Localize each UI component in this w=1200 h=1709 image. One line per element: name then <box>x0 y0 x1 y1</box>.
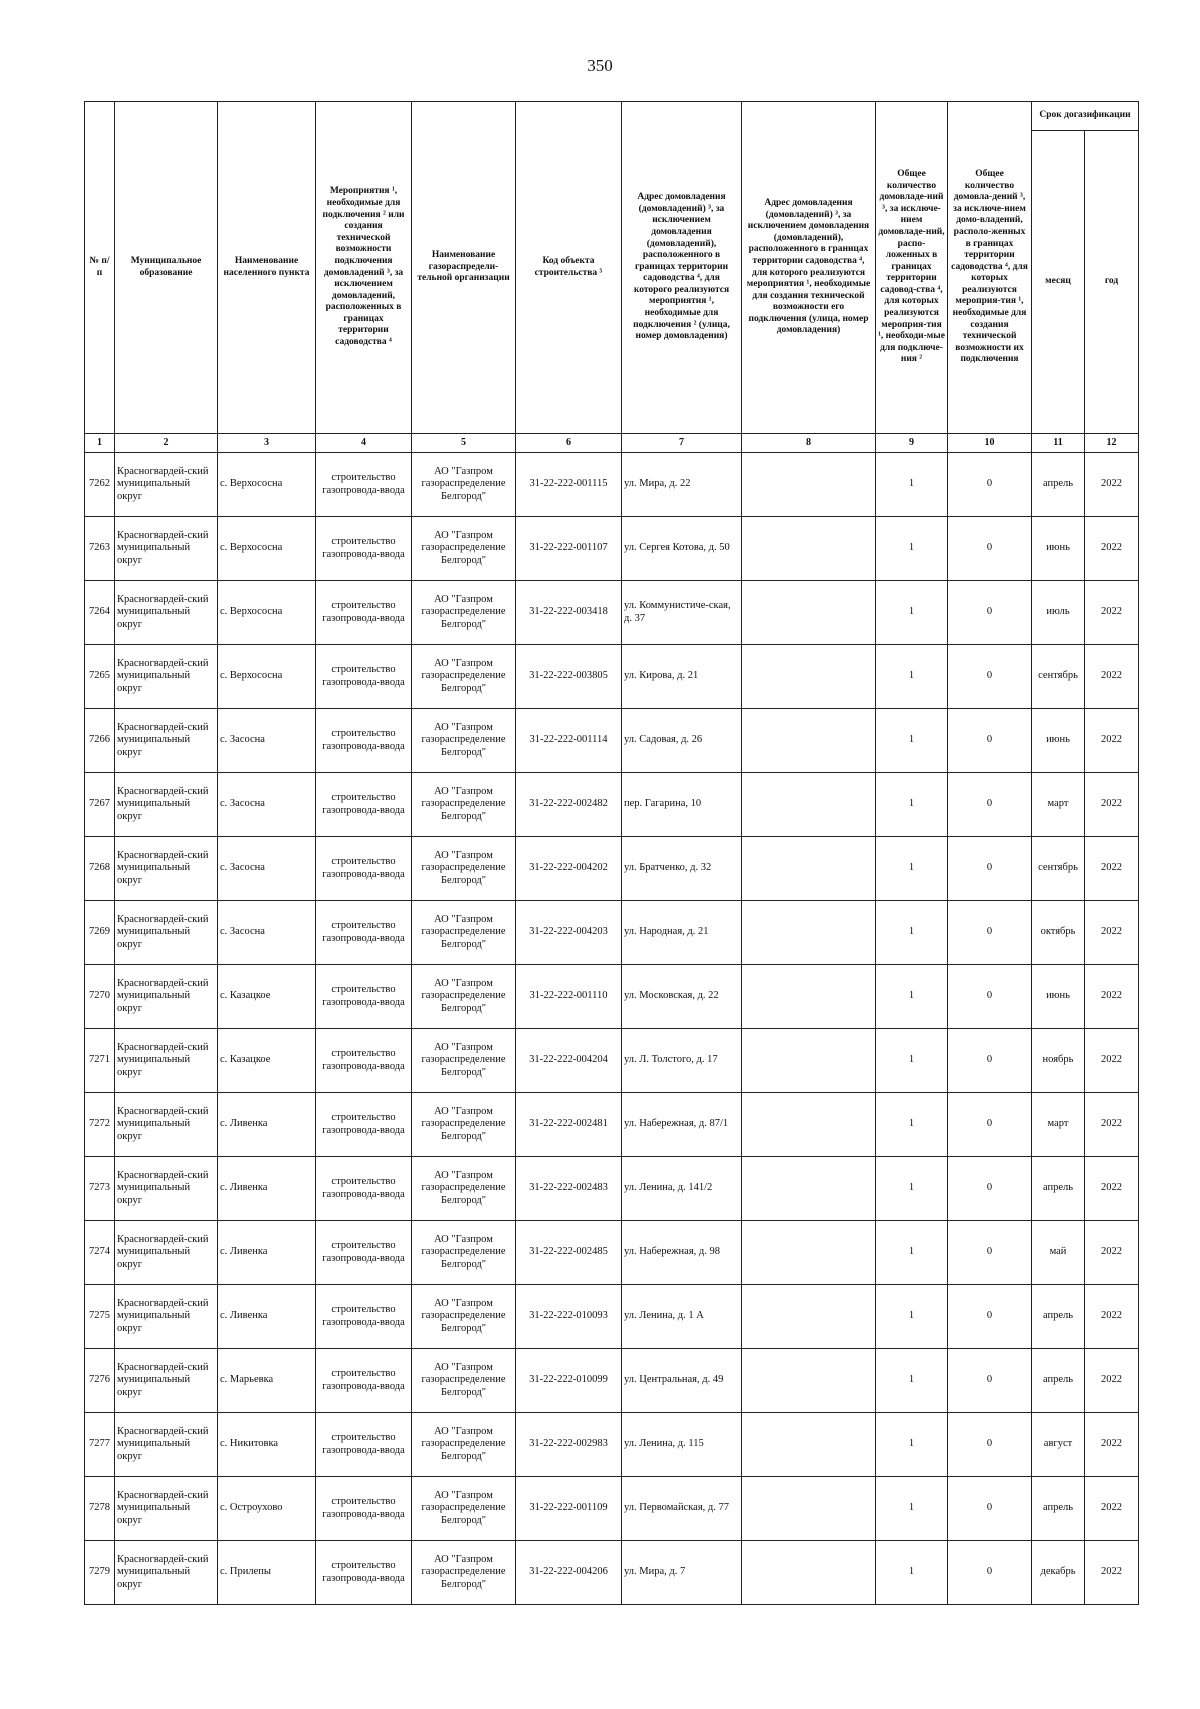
cell-capability-address <box>742 645 876 709</box>
cell-row-number: 7277 <box>85 1413 115 1477</box>
table-row <box>85 1541 1139 1605</box>
cell-connection-address: ул. Набережная, д. 98 <box>622 1221 742 1285</box>
cell-row-number: 7275 <box>85 1285 115 1349</box>
cell-term-year: 2022 <box>1085 645 1139 709</box>
cell-gas-org: АО "Газпром газораспределение Белгород" <box>412 709 516 773</box>
table-row <box>85 581 1139 645</box>
cell-households-capability: 0 <box>948 901 1032 965</box>
cell-gas-org: АО "Газпром газораспределение Белгород" <box>412 1285 516 1349</box>
table-row <box>85 1477 1139 1541</box>
cell-gas-org: АО "Газпром газораспределение Белгород" <box>412 1029 516 1093</box>
cell-row-number: 7271 <box>85 1029 115 1093</box>
cell-capability-address <box>742 1093 876 1157</box>
cell-term-month: октябрь <box>1032 901 1085 965</box>
cell-settlement: с. Казацкое <box>218 1029 316 1093</box>
cell-households-capability: 0 <box>948 645 1032 709</box>
cell-municipality: Красногвардей-ский муниципальный округ <box>115 1541 218 1605</box>
cell-settlement: с. Засосна <box>218 901 316 965</box>
cell-measure: строительство газопровода-ввода <box>316 1413 412 1477</box>
cell-row-number: 7273 <box>85 1157 115 1221</box>
column-number: 2 <box>115 434 218 453</box>
cell-capability-address <box>742 453 876 517</box>
cell-capability-address <box>742 1349 876 1413</box>
cell-settlement: с. Засосна <box>218 837 316 901</box>
cell-municipality: Красногвардей-ский муниципальный округ <box>115 965 218 1029</box>
header-col-10: Общее количество домовла-дений ³, за исключе-нием домо-владений, располо-женных в границах территории садоводства ⁴, для которых реализуются мероприя-тия ¹, необходимые для создания технической возможности их подключения <box>948 102 1032 434</box>
cell-households-connection: 1 <box>876 453 948 517</box>
cell-connection-address: ул. Народная, д. 21 <box>622 901 742 965</box>
cell-term-year: 2022 <box>1085 1157 1139 1221</box>
cell-capability-address <box>742 1029 876 1093</box>
cell-gas-org: АО "Газпром газораспределение Белгород" <box>412 1157 516 1221</box>
cell-row-number: 7279 <box>85 1541 115 1605</box>
cell-settlement: с. Ливенка <box>218 1093 316 1157</box>
cell-term-month: сентябрь <box>1032 645 1085 709</box>
cell-row-number: 7270 <box>85 965 115 1029</box>
cell-households-capability: 0 <box>948 453 1032 517</box>
cell-gas-org: АО "Газпром газораспределение Белгород" <box>412 1093 516 1157</box>
cell-object-code: 31-22-222-002482 <box>516 773 622 837</box>
cell-term-year: 2022 <box>1085 1349 1139 1413</box>
cell-term-month: апрель <box>1032 1157 1085 1221</box>
cell-object-code: 31-22-222-001110 <box>516 965 622 1029</box>
cell-municipality: Красногвардей-ский муниципальный округ <box>115 581 218 645</box>
column-number: 3 <box>218 434 316 453</box>
cell-households-capability: 0 <box>948 709 1032 773</box>
column-number: 5 <box>412 434 516 453</box>
cell-measure: строительство газопровода-ввода <box>316 1477 412 1541</box>
cell-households-connection: 1 <box>876 1477 948 1541</box>
cell-capability-address <box>742 965 876 1029</box>
cell-measure: строительство газопровода-ввода <box>316 453 412 517</box>
cell-connection-address: ул. Ленина, д. 115 <box>622 1413 742 1477</box>
table-row <box>85 709 1139 773</box>
cell-municipality: Красногвардей-ский муниципальный округ <box>115 517 218 581</box>
cell-term-year: 2022 <box>1085 1541 1139 1605</box>
cell-households-capability: 0 <box>948 837 1032 901</box>
cell-measure: строительство газопровода-ввода <box>316 1093 412 1157</box>
cell-households-capability: 0 <box>948 1029 1032 1093</box>
cell-object-code: 31-22-222-003805 <box>516 645 622 709</box>
cell-connection-address: ул. Набережная, д. 87/1 <box>622 1093 742 1157</box>
table-row <box>85 965 1139 1029</box>
cell-connection-address: пер. Гагарина, 10 <box>622 773 742 837</box>
cell-row-number: 7278 <box>85 1477 115 1541</box>
page-number: 350 <box>587 56 613 75</box>
cell-term-year: 2022 <box>1085 1093 1139 1157</box>
cell-households-capability: 0 <box>948 581 1032 645</box>
table-row <box>85 1029 1139 1093</box>
cell-term-month: апрель <box>1032 1477 1085 1541</box>
cell-capability-address <box>742 1477 876 1541</box>
cell-settlement: с. Верхососна <box>218 453 316 517</box>
cell-connection-address: ул. Мира, д. 7 <box>622 1541 742 1605</box>
cell-municipality: Красногвардей-ский муниципальный округ <box>115 1093 218 1157</box>
header-col-4: Мероприятия ¹, необходимые для подключения ² или создания технической возможности подключения домовладений ³, за исключением домовладений, расположенных в границах территории садоводства ⁴ <box>316 102 412 434</box>
cell-object-code: 31-22-222-001114 <box>516 709 622 773</box>
cell-municipality: Красногвардей-ский муниципальный округ <box>115 901 218 965</box>
cell-term-month: июнь <box>1032 965 1085 1029</box>
cell-object-code: 31-22-222-004204 <box>516 1029 622 1093</box>
cell-municipality: Красногвардей-ский муниципальный округ <box>115 1477 218 1541</box>
header-col-7: Адрес домовладения (домовладений) ³, за исключением домовладения (домовладений), расположенного в границах территории садоводства ⁴, для которого реализуются мероприятия ¹, необходимые для подключения ² (улица, номер домовладения) <box>622 102 742 434</box>
column-number: 7 <box>622 434 742 453</box>
cell-capability-address <box>742 1157 876 1221</box>
column-number: 11 <box>1032 434 1085 453</box>
cell-measure: строительство газопровода-ввода <box>316 1349 412 1413</box>
table-row <box>85 773 1139 837</box>
cell-row-number: 7272 <box>85 1093 115 1157</box>
cell-capability-address <box>742 773 876 837</box>
cell-households-connection: 1 <box>876 709 948 773</box>
cell-households-connection: 1 <box>876 1093 948 1157</box>
table-row <box>85 837 1139 901</box>
cell-row-number: 7274 <box>85 1221 115 1285</box>
cell-term-year: 2022 <box>1085 773 1139 837</box>
cell-municipality: Красногвардей-ский муниципальный округ <box>115 1157 218 1221</box>
table-row <box>85 645 1139 709</box>
column-number: 8 <box>742 434 876 453</box>
cell-settlement: с. Ливенка <box>218 1157 316 1221</box>
cell-gas-org: АО "Газпром газораспределение Белгород" <box>412 1541 516 1605</box>
cell-municipality: Красногвардей-ский муниципальный округ <box>115 709 218 773</box>
cell-term-month: сентябрь <box>1032 837 1085 901</box>
cell-households-connection: 1 <box>876 517 948 581</box>
cell-connection-address: ул. Центральная, д. 49 <box>622 1349 742 1413</box>
cell-measure: строительство газопровода-ввода <box>316 1029 412 1093</box>
cell-capability-address <box>742 709 876 773</box>
cell-object-code: 31-22-222-002485 <box>516 1221 622 1285</box>
cell-connection-address: ул. Кирова, д. 21 <box>622 645 742 709</box>
cell-settlement: с. Ливенка <box>218 1285 316 1349</box>
cell-measure: строительство газопровода-ввода <box>316 709 412 773</box>
cell-households-connection: 1 <box>876 1541 948 1605</box>
cell-gas-org: АО "Газпром газораспределение Белгород" <box>412 645 516 709</box>
cell-households-connection: 1 <box>876 1349 948 1413</box>
cell-households-capability: 0 <box>948 517 1032 581</box>
cell-term-year: 2022 <box>1085 965 1139 1029</box>
cell-connection-address: ул. Ленина, д. 141/2 <box>622 1157 742 1221</box>
cell-households-capability: 0 <box>948 1157 1032 1221</box>
cell-row-number: 7276 <box>85 1349 115 1413</box>
table-row <box>85 1285 1139 1349</box>
cell-object-code: 31-22-222-002983 <box>516 1413 622 1477</box>
cell-municipality: Красногвардей-ский муниципальный округ <box>115 1285 218 1349</box>
cell-capability-address <box>742 1541 876 1605</box>
cell-object-code: 31-22-222-003418 <box>516 581 622 645</box>
cell-connection-address: ул. Коммунистиче-ская, д. 37 <box>622 581 742 645</box>
cell-term-month: август <box>1032 1413 1085 1477</box>
cell-capability-address <box>742 517 876 581</box>
cell-gas-org: АО "Газпром газораспределение Белгород" <box>412 517 516 581</box>
table-row <box>85 1413 1139 1477</box>
cell-term-month: март <box>1032 773 1085 837</box>
cell-households-connection: 1 <box>876 1285 948 1349</box>
cell-measure: строительство газопровода-ввода <box>316 901 412 965</box>
cell-households-connection: 1 <box>876 1029 948 1093</box>
cell-households-capability: 0 <box>948 1093 1032 1157</box>
column-number: 10 <box>948 434 1032 453</box>
cell-settlement: с. Остроухово <box>218 1477 316 1541</box>
column-number: 1 <box>85 434 115 453</box>
cell-row-number: 7268 <box>85 837 115 901</box>
cell-gas-org: АО "Газпром газораспределение Белгород" <box>412 773 516 837</box>
cell-measure: строительство газопровода-ввода <box>316 581 412 645</box>
cell-term-year: 2022 <box>1085 1029 1139 1093</box>
cell-households-capability: 0 <box>948 1221 1032 1285</box>
table-header <box>85 102 1139 453</box>
cell-households-connection: 1 <box>876 837 948 901</box>
cell-municipality: Красногвардей-ский муниципальный округ <box>115 645 218 709</box>
cell-gas-org: АО "Газпром газораспределение Белгород" <box>412 837 516 901</box>
cell-households-connection: 1 <box>876 965 948 1029</box>
cell-municipality: Красногвардей-ский муниципальный округ <box>115 1221 218 1285</box>
header-col-1: № п/п <box>85 102 115 434</box>
cell-term-month: июль <box>1032 581 1085 645</box>
cell-term-year: 2022 <box>1085 1285 1139 1349</box>
header-term-group: Срок догазификации <box>1032 102 1139 131</box>
cell-object-code: 31-22-222-001115 <box>516 453 622 517</box>
cell-gas-org: АО "Газпром газораспределение Белгород" <box>412 1477 516 1541</box>
cell-measure: строительство газопровода-ввода <box>316 1221 412 1285</box>
cell-object-code: 31-22-222-004203 <box>516 901 622 965</box>
cell-households-capability: 0 <box>948 1541 1032 1605</box>
cell-settlement: с. Прилепы <box>218 1541 316 1605</box>
cell-connection-address: ул. Садовая, д. 26 <box>622 709 742 773</box>
cell-term-year: 2022 <box>1085 517 1139 581</box>
cell-settlement: с. Казацкое <box>218 965 316 1029</box>
cell-object-code: 31-22-222-001107 <box>516 517 622 581</box>
cell-connection-address: ул. Мира, д. 22 <box>622 453 742 517</box>
table-row <box>85 453 1139 517</box>
cell-term-month: апрель <box>1032 453 1085 517</box>
cell-connection-address: ул. Московская, д. 22 <box>622 965 742 1029</box>
header-col-9: Общее количество домовладе-ний ³, за исключе-нием домовладе-ний, распо-ложенных в границах территории садовод-ства ⁴, для которых реализуются мероприя-тия ¹, необходи-мые для подключе-ния ² <box>876 102 948 434</box>
cell-connection-address: ул. Ленина, д. 1 А <box>622 1285 742 1349</box>
cell-measure: строительство газопровода-ввода <box>316 773 412 837</box>
cell-municipality: Красногвардей-ский муниципальный округ <box>115 773 218 837</box>
cell-measure: строительство газопровода-ввода <box>316 645 412 709</box>
cell-row-number: 7264 <box>85 581 115 645</box>
cell-households-capability: 0 <box>948 1285 1032 1349</box>
header-col-2: Муниципальное образование <box>115 102 218 434</box>
cell-gas-org: АО "Газпром газораспределение Белгород" <box>412 965 516 1029</box>
cell-settlement: с. Марьевка <box>218 1349 316 1413</box>
cell-term-month: апрель <box>1032 1349 1085 1413</box>
header-col-12: год <box>1085 131 1139 434</box>
cell-object-code: 31-22-222-002483 <box>516 1157 622 1221</box>
cell-connection-address: ул. Сергея Котова, д. 50 <box>622 517 742 581</box>
cell-term-month: июнь <box>1032 517 1085 581</box>
cell-object-code: 31-22-222-010093 <box>516 1285 622 1349</box>
cell-capability-address <box>742 1285 876 1349</box>
cell-capability-address <box>742 1413 876 1477</box>
cell-object-code: 31-22-222-002481 <box>516 1093 622 1157</box>
cell-gas-org: АО "Газпром газораспределение Белгород" <box>412 453 516 517</box>
table-row <box>85 1093 1139 1157</box>
cell-households-connection: 1 <box>876 645 948 709</box>
cell-term-year: 2022 <box>1085 1477 1139 1541</box>
cell-connection-address: ул. Братченко, д. 32 <box>622 837 742 901</box>
cell-row-number: 7266 <box>85 709 115 773</box>
cell-term-month: ноябрь <box>1032 1029 1085 1093</box>
cell-row-number: 7265 <box>85 645 115 709</box>
cell-measure: строительство газопровода-ввода <box>316 1541 412 1605</box>
cell-gas-org: АО "Газпром газораспределение Белгород" <box>412 1221 516 1285</box>
cell-settlement: с. Засосна <box>218 773 316 837</box>
cell-object-code: 31-22-222-004202 <box>516 837 622 901</box>
cell-households-capability: 0 <box>948 1413 1032 1477</box>
cell-term-year: 2022 <box>1085 709 1139 773</box>
cell-municipality: Красногвардей-ский муниципальный округ <box>115 1413 218 1477</box>
cell-capability-address <box>742 901 876 965</box>
cell-settlement: с. Верхососна <box>218 645 316 709</box>
cell-term-month: май <box>1032 1221 1085 1285</box>
cell-households-capability: 0 <box>948 965 1032 1029</box>
table-body <box>85 453 1139 1605</box>
cell-municipality: Красногвардей-ский муниципальный округ <box>115 837 218 901</box>
cell-row-number: 7262 <box>85 453 115 517</box>
cell-connection-address: ул. Первомайская, д. 77 <box>622 1477 742 1541</box>
cell-capability-address <box>742 581 876 645</box>
table-row <box>85 1157 1139 1221</box>
cell-term-month: декабрь <box>1032 1541 1085 1605</box>
cell-households-capability: 0 <box>948 1349 1032 1413</box>
column-number-row <box>85 434 1139 453</box>
cell-term-year: 2022 <box>1085 1221 1139 1285</box>
cell-measure: строительство газопровода-ввода <box>316 1157 412 1221</box>
cell-gas-org: АО "Газпром газораспределение Белгород" <box>412 1349 516 1413</box>
cell-measure: строительство газопровода-ввода <box>316 837 412 901</box>
cell-households-connection: 1 <box>876 773 948 837</box>
cell-measure: строительство газопровода-ввода <box>316 517 412 581</box>
cell-term-month: июнь <box>1032 709 1085 773</box>
cell-measure: строительство газопровода-ввода <box>316 965 412 1029</box>
cell-municipality: Красногвардей-ский муниципальный округ <box>115 1349 218 1413</box>
cell-households-connection: 1 <box>876 1157 948 1221</box>
cell-settlement: с. Ливенка <box>218 1221 316 1285</box>
cell-row-number: 7269 <box>85 901 115 965</box>
cell-connection-address: ул. Л. Толстого, д. 17 <box>622 1029 742 1093</box>
cell-gas-org: АО "Газпром газораспределение Белгород" <box>412 581 516 645</box>
cell-households-connection: 1 <box>876 581 948 645</box>
header-col-5: Наименование газораспредели-тельной организации <box>412 102 516 434</box>
cell-settlement: с. Засосна <box>218 709 316 773</box>
cell-term-year: 2022 <box>1085 901 1139 965</box>
table-row <box>85 1221 1139 1285</box>
cell-object-code: 31-22-222-010099 <box>516 1349 622 1413</box>
cell-settlement: с. Верхососна <box>218 517 316 581</box>
table-row <box>85 1349 1139 1413</box>
header-col-6: Код объекта строительства ⁵ <box>516 102 622 434</box>
column-number: 6 <box>516 434 622 453</box>
cell-measure: строительство газопровода-ввода <box>316 1285 412 1349</box>
cell-term-year: 2022 <box>1085 1413 1139 1477</box>
table-row <box>85 901 1139 965</box>
cell-settlement: с. Верхососна <box>218 581 316 645</box>
header-col-8: Адрес домовладения (домовладений) ³, за исключением домовладения (домовладений), расположенного в границах территории садоводства ⁴, для которого реализуются мероприятия ¹, необходимые для создания технической возможности его подключения (улица, номер домовладения) <box>742 102 876 434</box>
cell-households-capability: 0 <box>948 773 1032 837</box>
cell-object-code: 31-22-222-001109 <box>516 1477 622 1541</box>
header-col-11: месяц <box>1032 131 1085 434</box>
cell-gas-org: АО "Газпром газораспределение Белгород" <box>412 901 516 965</box>
cell-households-connection: 1 <box>876 1413 948 1477</box>
cell-term-year: 2022 <box>1085 837 1139 901</box>
cell-municipality: Красногвардей-ский муниципальный округ <box>115 453 218 517</box>
column-number: 9 <box>876 434 948 453</box>
cell-row-number: 7267 <box>85 773 115 837</box>
cell-term-year: 2022 <box>1085 453 1139 517</box>
cell-gas-org: АО "Газпром газораспределение Белгород" <box>412 1413 516 1477</box>
cell-object-code: 31-22-222-004206 <box>516 1541 622 1605</box>
cell-settlement: с. Никитовка <box>218 1413 316 1477</box>
cell-households-connection: 1 <box>876 901 948 965</box>
cell-term-year: 2022 <box>1085 581 1139 645</box>
column-number: 12 <box>1085 434 1139 453</box>
cell-term-month: март <box>1032 1093 1085 1157</box>
cell-municipality: Красногвардей-ский муниципальный округ <box>115 1029 218 1093</box>
cell-term-month: апрель <box>1032 1285 1085 1349</box>
cell-row-number: 7263 <box>85 517 115 581</box>
table-row <box>85 517 1139 581</box>
header-col-3: Наименование населенного пункта <box>218 102 316 434</box>
cell-capability-address <box>742 1221 876 1285</box>
column-number: 4 <box>316 434 412 453</box>
cell-households-connection: 1 <box>876 1221 948 1285</box>
cell-capability-address <box>742 837 876 901</box>
gasification-table <box>84 101 1139 1605</box>
cell-households-capability: 0 <box>948 1477 1032 1541</box>
